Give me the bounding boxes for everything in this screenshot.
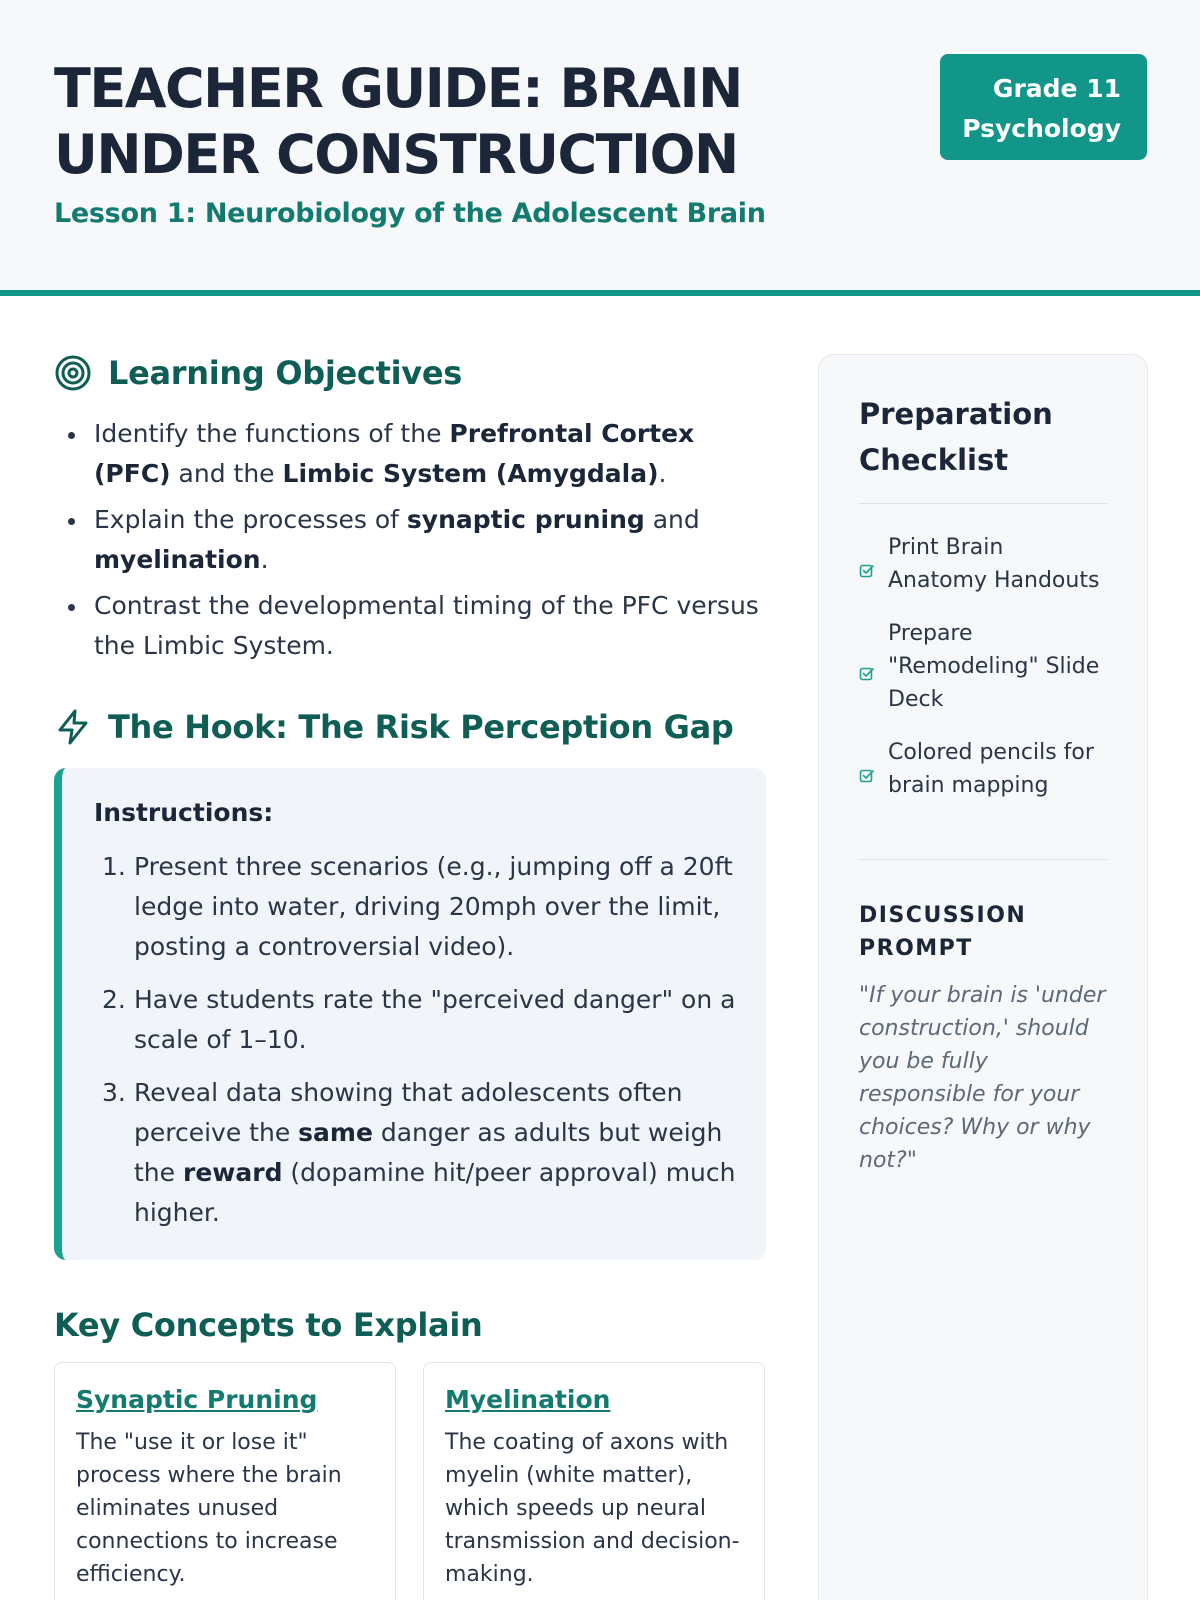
objectives-list [64,414,764,672]
list-item: 3. Reveal data showing that adolescents often perceive the same danger as adults but weigh the reward (dopamine hit/peer approval) much higher. [102,1078,736,1227]
instructions-label: Instructions: [94,798,274,827]
concept-description: The coating of axons with myelin (white matter), which speeds up neural transmission and decision-making. [445,1430,740,1587]
discussion-prompt-label: DISCUSSION PROMPT [859,903,1027,961]
preparation-checklist [859,531,1109,822]
objectives-heading-text: Learning Objectives [108,354,462,392]
lightning-icon [54,708,92,746]
concept-link-myelination[interactable]: Myelination [445,1385,611,1414]
divider [859,859,1107,860]
concept-card-myelination [423,1362,765,1600]
checklist-item: Prepare "Remodeling" Slide Deck [859,617,1109,716]
checklist-item: Colored pencils for brain mapping [859,736,1109,802]
list-item: Contrast the developmental timing of the PFC versus the Limbic System. [64,586,764,666]
concept-card-synaptic-pruning [54,1362,396,1600]
hook-heading-text: The Hook: The Risk Perception Gap [108,708,734,746]
concept-description: The "use it or lose it" process where the brain eliminates unused connections to increase efficiency. [76,1430,342,1587]
discussion-prompt-text: "If your brain is 'under construction,' should you be fully responsible for your choices? Why or why not?" [859,983,1106,1173]
checkbox-icon [859,556,875,572]
grade-badge [940,54,1147,160]
concept-link-synaptic-pruning[interactable]: Synaptic Pruning [76,1385,318,1414]
checkbox-icon [859,761,875,777]
checkbox-icon [859,659,875,675]
list-item: 1. Present three scenarios (e.g., jumping off a 20ft ledge into water, driving 20mph over the limit, posting a controversial video). [102,852,733,961]
list-item: 2. Have students rate the "perceived danger" on a scale of 1–10. [102,985,736,1054]
page-title: TEACHER GUIDE: BRAIN UNDER CONSTRUCTION [54,57,742,186]
checklist-item: Print Brain Anatomy Handouts [859,531,1109,597]
sidebar [818,354,1148,1600]
list-item: Identify the functions of the Prefrontal Cortex (PFC) and the Limbic System (Amygdala). [64,414,764,494]
header [0,0,1200,296]
divider [859,503,1107,504]
checklist-title: Preparation Checklist [859,397,1053,477]
target-icon [54,354,92,392]
instructions-steps [94,847,736,1233]
lesson-subtitle: Lesson 1: Neurobiology of the Adolescent Brain [54,198,766,229]
hook-instructions-box [54,768,766,1260]
badge-subject: Psychology [962,114,1121,143]
concepts-heading: Key Concepts to Explain [54,1306,483,1344]
hook-heading [54,708,734,746]
list-item: Explain the processes of synaptic pruning and myelination. [64,500,764,580]
objectives-heading [54,354,462,392]
badge-grade: Grade 11 [992,74,1121,103]
